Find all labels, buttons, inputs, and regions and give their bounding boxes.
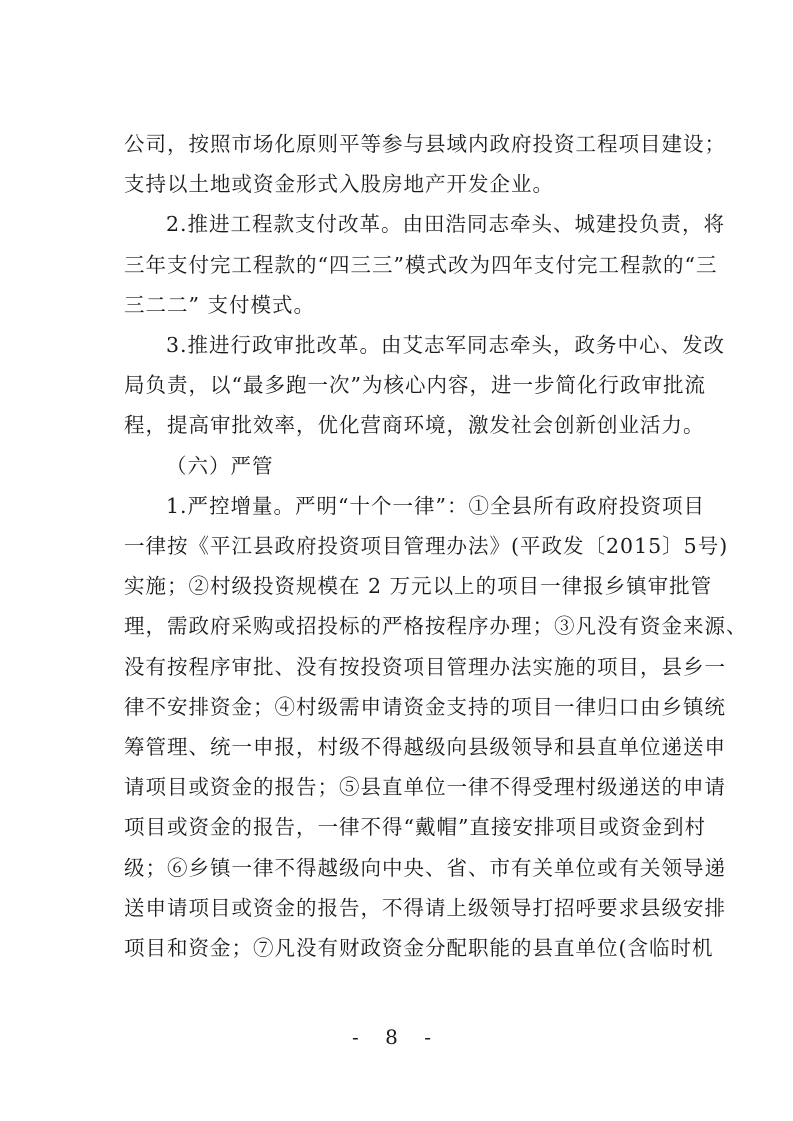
text-line: 筹管理、统一申报，村级不得越级向县级领导和县直单位递送申 <box>124 735 726 759</box>
text-line: 3.推进行政审批改革。由艾志军同志牵头，政务中心、发改 <box>166 333 726 357</box>
text-line: 项目和资金；⑦凡没有财政资金分配职能的县直单位(含临时机 <box>124 936 714 960</box>
text-line: 没有按程序审批、没有按投资项目管理办法实施的项目，县乡一 <box>124 654 726 679</box>
text-line: 三二二” 支付模式。 <box>124 292 315 317</box>
text-line: 理，需政府采购或招投标的严格按程序办理；③凡没有资金来源、 <box>124 614 748 639</box>
text-line: 律不安排资金；④村级需申请资金支持的项目一律归口由乡镇统 <box>124 694 726 719</box>
text-line: 项目或资金的报告，一律不得“戴帽”直接安排项目或资金到村 <box>124 815 706 840</box>
text-line: 局负责，以“最多跑一次”为核心内容，进一步简化行政审批流 <box>124 373 706 398</box>
text-line: 程，提高审批效率，优化营商环境，激发社会创新创业活力。 <box>124 413 705 438</box>
text-line: 1.严控增量。严明“十个一律”：①全县所有政府投资项目 <box>166 493 706 518</box>
text-line: 级；⑥乡镇一律不得越级向中央、省、市有关单位或有关领导递 <box>124 855 726 880</box>
text-line: 支持以土地或资金形式入股房地产开发企业。 <box>124 172 554 197</box>
text-line: 一律按《平江县政府投资项目管理办法》(平政发〔2015〕5号) <box>124 534 729 558</box>
text-line: 三年支付完工程款的“四三三”模式改为四年支付完工程款的“三 <box>124 252 718 277</box>
text-line: 送申请项目或资金的报告，不得请上级领导打招呼要求县级安排 <box>124 895 726 920</box>
text-line: 公司，按照市场化原则平等参与县域内政府投资工程项目建设； <box>124 132 726 156</box>
text-line: 实施；②村级投资规模在 2 万元以上的项目一律报乡镇审批管 <box>124 574 713 599</box>
page-number: - 8 - <box>352 1025 441 1049</box>
text-line: 2.推进工程款支付改革。由田浩同志牵头、城建投负责，将 <box>166 212 726 237</box>
text-line: （六）严管 <box>166 453 274 478</box>
text-line: 请项目或资金的报告；⑤县直单位一律不得受理村级递送的申请 <box>124 775 726 800</box>
